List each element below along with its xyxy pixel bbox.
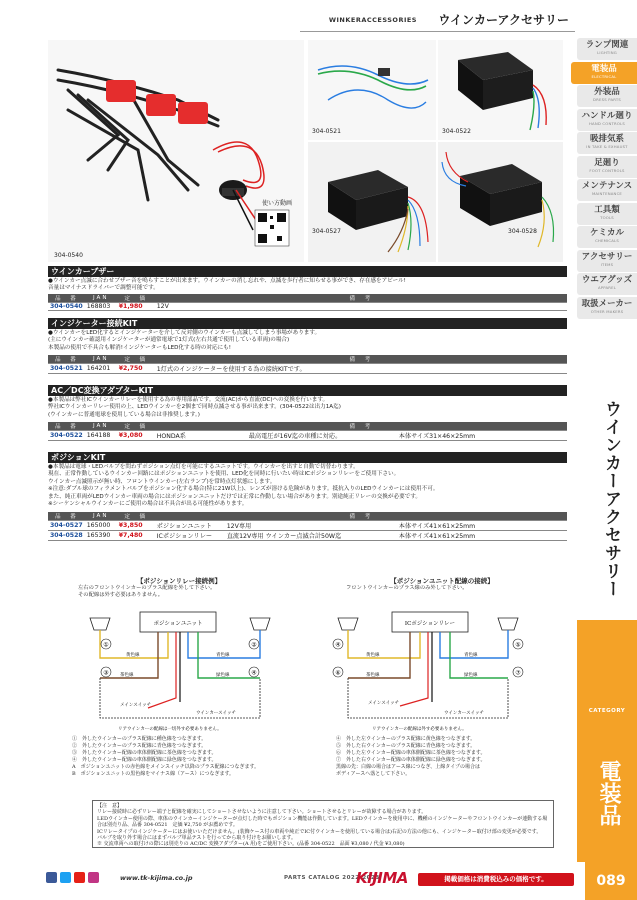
diagram-position-unit <box>316 576 568 792</box>
tab-jp: 取扱メーカー <box>581 298 633 309</box>
tab-jp: 吸排気系 <box>589 134 624 144</box>
table-position <box>48 512 567 541</box>
body-line: ※注意:ダブル球のフィラメントバルブをポジション化する場合(特に21W以上)、レンズが溶ける危険があります。抵抗入りのLEDウインカーには使用不可。 <box>48 486 439 493</box>
caution-line: LEDウインカー使用の際、車体のウインカーインジケーターが点灯した時でもポジション機能は作動しています。LEDウインカーを使用中に、機種のインジケーターやフロントウインカーが連動する場合は別売り品、品番 304-0521 定価 ¥2,750 がお薦めです。 <box>97 815 548 829</box>
diagram-position-relay <box>48 576 310 792</box>
cell-size: 本体サイズ41×61×25mm <box>397 521 567 531</box>
diagram-note: ④ 外したウインカー配線の車体側配線に緑色線をつなぎます。 <box>72 757 217 763</box>
table-indicator <box>48 355 567 374</box>
marker-5: ⑤ <box>515 641 521 649</box>
photo-indicator-kit <box>308 40 436 140</box>
table-buzzer <box>48 294 567 311</box>
photo-code: 304-0528 <box>508 228 537 235</box>
caution-line: ICリレータイプのインジケーターにはお使いいただけません。(装飾ケース付の車両や純正でIC付ウインカーを使用している場合は)右記の方法の他にも、インジケーター取付け部の変更が必要です。 <box>97 828 542 835</box>
category-kanji <box>588 760 628 833</box>
wire-label-left: 黄色線 <box>126 653 140 658</box>
th-note: 備 考 <box>155 294 567 303</box>
sidebar-tab-foot-controls[interactable] <box>577 156 637 178</box>
cell-price: ¥3,080 <box>117 431 155 441</box>
tab-jp: アクセサリー <box>581 251 633 262</box>
photo-code: 304-0521 <box>312 128 341 135</box>
diagram-note: B ポジションユニットの黒色線をマイナス線（アース）につなぎます。 <box>72 771 235 777</box>
main-switch-label: メインスイッチ <box>368 701 400 706</box>
cell-num: 304-0528 <box>50 532 83 539</box>
wiring-diagram-2 <box>316 598 568 733</box>
cell-price: ¥1,980 <box>117 303 155 311</box>
rear-note: リアウインカーの配線は外す必要ありません。 <box>372 727 467 732</box>
th-price: 定 価 <box>117 422 155 431</box>
th-jan: JAN <box>85 422 117 431</box>
sidebar-tab-lighting[interactable] <box>577 38 637 60</box>
winker-switch-label: ウインカースイッチ <box>444 711 484 716</box>
table-header-row <box>48 355 567 364</box>
caution-title: 【注 意】 <box>97 803 123 809</box>
section-title-indicator: インジケーター接続KIT <box>48 318 567 329</box>
diagram-sub-line: フロントウインカーのプラス線のみ外して下さい。 <box>346 585 468 591</box>
tab-en: CHEMICALS <box>595 238 619 243</box>
sidebar-tab-electrical[interactable] <box>571 62 637 84</box>
cell-jan: 165000 <box>85 521 117 531</box>
section-body-indicator <box>48 330 567 352</box>
diagram-note: ① 外したウインカーのプラス配線に種色線をつなぎます。 <box>72 736 207 742</box>
cell-jan: 164188 <box>85 431 117 441</box>
body-line: 音量はマイナスドライバーで調整可能です。 <box>48 285 159 292</box>
page-footer <box>0 868 575 894</box>
cell-note-mid: 12V専用 <box>225 521 397 531</box>
th-price: 定 価 <box>117 512 155 521</box>
diagram-note: 黒線の先：白線の場合はアース線につなぎ、上線タイプの場合は <box>336 764 481 770</box>
cell-price: ¥3,850 <box>117 521 155 531</box>
photo-buzzer <box>48 40 304 262</box>
diagram-note: ④ 外した左ウインカーのプラス配線に黄色線をつなぎます。 <box>336 736 476 742</box>
winker-switch-label: ウインカースイッチ <box>196 711 236 716</box>
cell-note: 1灯式のインジケーターを使用する為の接続KITです。 <box>155 364 567 374</box>
cell-price: ¥7,480 <box>117 531 155 541</box>
wire-label-left-green: 茶色線 <box>366 673 380 678</box>
cell-num: 304-0521 <box>50 365 83 372</box>
caution-line: バルブを取り外す場合にはまずバルブ単品テストを行ってから取り付けをお願いします。 <box>97 835 297 842</box>
sidebar-tab-other-makers[interactable] <box>577 297 637 319</box>
sidebar-tab-tools[interactable] <box>577 203 637 225</box>
diagram-notes <box>336 736 485 778</box>
tab-en: APPAREL <box>597 285 617 290</box>
wire-kit-illustration <box>308 40 436 140</box>
wire-label-left-green: 茶色線 <box>120 673 134 678</box>
qr-label: 使い方動画 <box>262 200 293 207</box>
catalog-label: PARTS CATALOG 2022-2023 <box>284 875 380 881</box>
caution-line: リレー接続時に必ずリレー端子と配線を確実にしてショートさせないように注意して下さい。ショートさせるとリレーが故障する場合があります。 <box>97 809 427 816</box>
cell-note: 12V <box>155 303 567 311</box>
tab-en: ELECTRICAL <box>591 73 617 79</box>
tab-en: HAND CONTROLS <box>589 120 625 126</box>
photo-code: 304-0527 <box>312 228 341 235</box>
marker-6: ⑥ <box>335 669 341 677</box>
website-link[interactable]: www.tk-kijima.co.jp <box>120 874 193 882</box>
body-line: ●ウインカーをLED化するとインジケーターを介して反対側のウインカーも点滅してしまう事場があります。 <box>48 330 321 336</box>
th-price: 定 価 <box>117 294 155 303</box>
diagram-note: ボディアースへ落として下さい。 <box>336 771 411 777</box>
cell-size: 本体サイズ31×46×25mm <box>397 431 567 441</box>
marker-3: ③ <box>103 669 109 677</box>
cell-size: 本体サイズ41×61×25mm <box>397 531 567 541</box>
body-line: ※シーケンシャルウインカーにご使用の場合は不具合が出る可能性があります。 <box>48 501 248 508</box>
tab-en: FOOT CONTROLS <box>589 167 625 173</box>
photo-position-unit <box>308 142 436 262</box>
wire-label-right: 青色線 <box>216 653 230 658</box>
th-note: 備 考 <box>155 355 567 364</box>
page-number: 089 <box>585 862 637 900</box>
cell-jan: 165390 <box>85 531 117 541</box>
sidebar-tab-dress-parts[interactable] <box>577 85 637 107</box>
section-title-buzzer: ウインカーブザー <box>48 266 567 277</box>
body-line: ●本製品は弊社ICウインカーリレーを使用する為の専用部品です。交流(AC)から直流(DC)への変換を行います。 <box>48 397 329 403</box>
sidebar-tab-apparel[interactable] <box>577 273 637 295</box>
instagram-icon[interactable] <box>88 872 99 883</box>
table-row <box>48 364 567 374</box>
twitter-icon[interactable] <box>60 872 71 883</box>
tax-note-badge: 掲載価格は消費税込みの価格です。 <box>418 873 574 886</box>
section-body-position <box>48 464 567 508</box>
tab-en: OTHER MAKERS <box>590 308 624 314</box>
marker-1: ① <box>103 641 109 649</box>
section-body-buzzer <box>48 278 567 293</box>
diagram-notes <box>72 736 259 778</box>
th-jan: JAN <box>85 355 117 364</box>
header-rule <box>300 31 575 32</box>
table-header-row <box>48 512 567 521</box>
diagram-note: ③ 外したウインカー配線の車体側配線に茶色線をつなぎます。 <box>72 750 217 756</box>
sns-icons <box>46 872 99 883</box>
sidebar-tab-chemicals[interactable] <box>577 226 637 248</box>
vertical-section-title: ウインカーアクセサリー <box>601 400 621 598</box>
body-line: 現在、正常作動しているウインカー回路にはポジションユニットを使用、LED化を同時に行いたい時はICポジションリレーをご使用下さい。 <box>48 471 400 478</box>
diagram-sub-line: その配線は外す必要はありません。 <box>78 592 164 598</box>
table-acdc <box>48 422 567 441</box>
marker-4: ④ <box>251 669 257 677</box>
tab-jp: 工具類 <box>594 204 620 215</box>
adapter-illustration <box>438 40 563 140</box>
diagram-note: A ポジションユニットの赤色線をメインスイッチ以降のプラス配線につなぎます。 <box>72 764 260 770</box>
tab-en: LIGHTING <box>597 50 617 55</box>
diagram-note: ⑦ 外した右ウインカー配線の車体側配線に緑色線をつなぎます。 <box>336 757 486 763</box>
cell-note-mid: 直流12V専用 ウインカー点滅合計50W迄 <box>225 531 397 541</box>
photo-code: 304-0540 <box>54 252 83 259</box>
photo-code: 304-0522 <box>442 128 471 135</box>
th-jan: JAN <box>85 512 117 521</box>
kijima-logo: KIJIMA <box>356 869 408 887</box>
tab-jp: 足廻り <box>594 157 620 168</box>
cell-note-mid: 最高電圧が16V迄の車種に対応。 <box>247 431 397 441</box>
unit-label: ICポジションリレー <box>404 621 456 627</box>
category-sidebar <box>577 38 637 320</box>
diagram-note: ⑤ 外した右ウインカーのプラス配線に青色線をつなぎます。 <box>336 743 476 749</box>
sidebar-tab-items[interactable] <box>577 250 637 272</box>
tab-jp: ハンドル廻り <box>581 110 633 121</box>
cell-num: 304-0540 <box>50 303 83 310</box>
table-row <box>48 431 567 441</box>
wire-label-right-green: 緑色線 <box>216 673 230 678</box>
facebook-icon[interactable] <box>46 872 57 883</box>
tab-en: ITEMS <box>600 261 614 267</box>
page-header <box>0 10 575 32</box>
tab-jp: ランプ関連 <box>585 40 629 50</box>
photo-acdc-adapter <box>438 40 563 140</box>
tab-jp: ウエアグッズ <box>581 275 633 285</box>
cell-note: HONDA系 <box>155 431 247 441</box>
marker-4: ④ <box>335 641 341 649</box>
caution-line: ※ 交流車両への取付けの際には別売りの AC/DC 変換アダプター(A 用)をご使用下さい。(品番 304-0522 品面 ¥3,080 / 代金 ¥3,080) <box>97 841 405 848</box>
cell-note: ポジションユニット <box>155 521 225 531</box>
marker-2: ② <box>251 641 257 649</box>
th-num: 品 番 <box>48 422 85 431</box>
body-line: (ウインカーに普通電球を使用している場合は非推奨します。) <box>48 411 200 418</box>
category-kanji-text: 電装品 <box>596 760 621 826</box>
cell-price: ¥2,750 <box>117 364 155 374</box>
body-line: 弊社ICウインカーリレー使用の上、LEDウインカーを2個まで同時点滅させる事が出来ます。(304-0522は出力1A迄) <box>48 404 341 411</box>
buzzer-illustration <box>48 40 304 262</box>
tab-jp: メンテナンス <box>581 181 633 191</box>
caution-box <box>92 800 554 848</box>
wire-label-right-green: 緑色線 <box>464 673 478 678</box>
body-line: ●本製品は電球・LEDバルブを問わずポジション点灯を可能にするユニットです。ウインカーを出すと自動で切替わります。 <box>48 464 359 470</box>
th-jan: JAN <box>85 294 117 303</box>
wire-label-right: 青色線 <box>464 653 478 658</box>
th-num: 品 番 <box>48 294 85 303</box>
body-line: ウインカー点滅照示が無い時、フロントウインカー(左右ランプ)を常時点灯状態にします。 <box>48 478 276 485</box>
diagram-title: 【ポジションユニット配線の接続】 <box>390 577 494 585</box>
ic-relay-illustration <box>438 142 563 262</box>
section-body-acdc <box>48 397 567 419</box>
sidebar-tab-maintenance[interactable] <box>577 179 637 201</box>
category-label: CATEGORY <box>588 708 626 714</box>
youtube-icon[interactable] <box>74 872 85 883</box>
diagram-sub <box>316 585 568 592</box>
diagram-note: ② 外したウインカーのプラス配線に青色線をつなぎます。 <box>72 743 207 749</box>
cell-num: 304-0522 <box>50 432 83 439</box>
diagram-sub-line: 左右のフロントウインカーのプラス配線を外して下さい。 <box>78 585 216 591</box>
th-price: 定 価 <box>117 355 155 364</box>
marker-7: ⑦ <box>515 669 521 677</box>
tab-jp: ケミカル <box>589 228 624 238</box>
cell-note: ICポジションリレー <box>155 531 225 541</box>
unit-label: ポジションユニット <box>153 621 203 627</box>
rear-note: リアウインカーの配線は一切外す必要ありません。 <box>118 727 222 732</box>
cell-jan: 164201 <box>85 364 117 374</box>
body-line: ●ウインカー点滅に合わせブザー音を鳴らすことが出来ます。ウインカーの消し忘れや、点滅を歩行者に知らせる事ができ、存在感をアピール! <box>48 278 406 284</box>
tab-en: TOOLS <box>600 214 614 220</box>
tab-jp: 電装品 <box>591 63 617 74</box>
photo-ic-position-relay <box>438 142 563 262</box>
tab-jp: 外装品 <box>594 87 620 97</box>
section-title-position: ポジションKIT <box>48 452 567 463</box>
cell-num: 304-0527 <box>50 522 83 529</box>
tab-en: IN TAKE & EXHAUST <box>586 144 628 149</box>
diagram-note: ⑥ 外した左ウインカー配線の車体側配線に茶色線をつなぎます。 <box>336 750 486 756</box>
position-unit-illustration <box>308 142 436 262</box>
table-row <box>48 521 567 531</box>
wire-label-left: 黄色線 <box>366 653 380 658</box>
diagram-sub <box>48 585 310 599</box>
sidebar-tab-hand-controls[interactable] <box>577 109 637 131</box>
cell-jan: 168803 <box>85 303 117 311</box>
table-row <box>48 303 567 311</box>
main-switch-label: メインスイッチ <box>120 703 152 708</box>
table-header-row <box>48 422 567 431</box>
th-num: 品 番 <box>48 355 85 364</box>
tab-en: MAINTENANCE <box>591 191 623 196</box>
section-title-acdc: AC／DC変換アダプターKIT <box>48 385 567 396</box>
header-en: WINKERACCESSORIES <box>328 16 417 24</box>
body-line: 本製品の使用で不具合も解消!インジケーターもLED化する時の対応にも! <box>48 344 232 351</box>
table-row <box>48 531 567 541</box>
tab-en: DRESS PARTS <box>593 97 621 102</box>
body-line: また、純正車両がLEDウインカー車両の場合にはポジションユニットだけでは正常に作動しない場合があります。別途純正リレーの交換が必要です。 <box>48 493 422 500</box>
th-num: 品 番 <box>48 512 85 521</box>
sidebar-tab-intake-exhaust[interactable] <box>577 132 637 154</box>
body-line: (主にウインカー確認用インジケーターが通常電球で1灯式(左右共通で使用している車両)の場合) <box>48 337 290 344</box>
th-note: 備 考 <box>155 512 567 521</box>
wiring-diagram-1 <box>48 598 310 733</box>
diagram-title: 【ポジションリレー接続例】 <box>136 577 222 585</box>
th-note: 備 考 <box>155 422 567 431</box>
table-header-row <box>48 294 567 303</box>
header-jp: ウインカーアクセサリー <box>438 13 569 27</box>
